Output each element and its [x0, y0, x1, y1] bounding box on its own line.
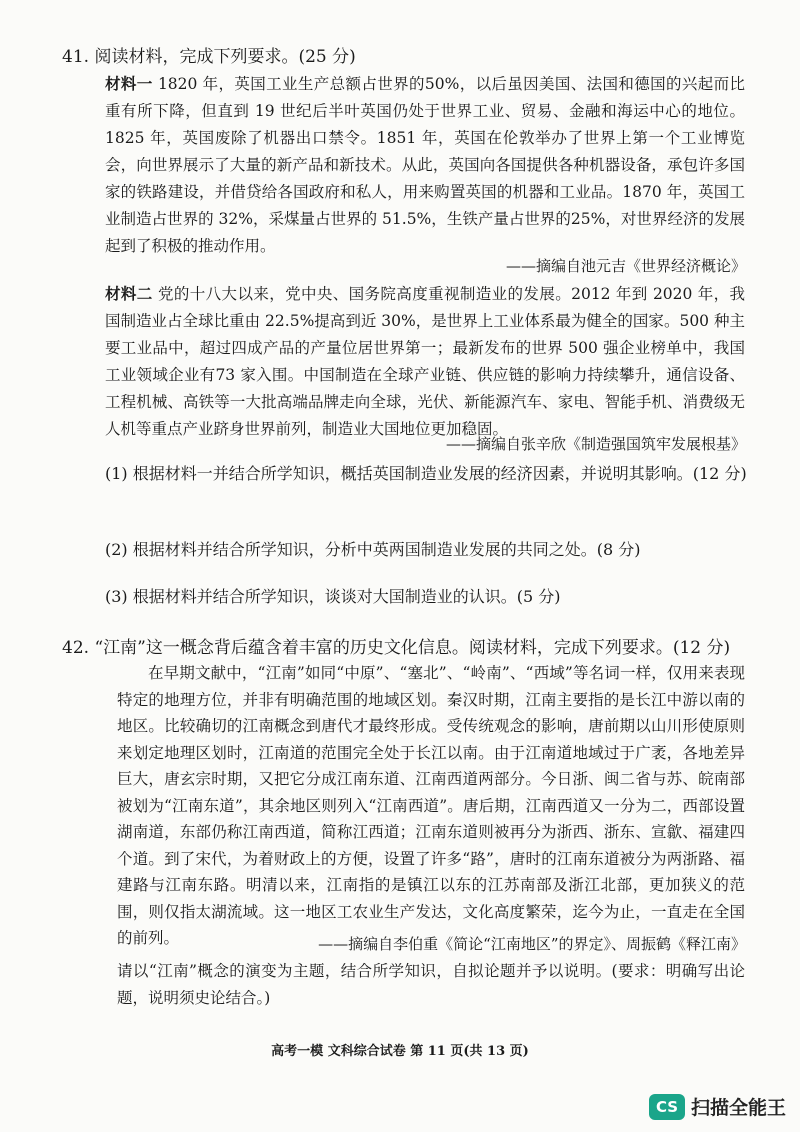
- page-footer: 高考一模 文科综合试卷 第 11 页(共 13 页): [271, 1044, 529, 1059]
- scanner-watermark: [649, 1093, 786, 1120]
- material-two-text: 党的十八大以来，党中央、国务院高度重视制造业的发展。2012 年到 2020 年，我国制造业占全球比重由 22.5%提高到近 30%，是世界上工业体系最为健全的国家。500 种主要工业品中，超过四成产品的产量位居世界第一；最新发布的世界 500 强企业榜单中，我国工业领域企业有73 家入围。中国制造在全球产业链、供应链的影响力持续攀升，通信设备、工程机械、高铁等一大批高端品牌走向全球，光伏、新能源汽车、家电、智能手机、消费级无人机等重点产业跻身世界前列，制造业大国地位更加稳固。: [105, 285, 745, 438]
- q42-source: ——摘编自李伯重《简论“江南地区”的界定》、周振鹤《释江南》: [318, 935, 746, 953]
- q41-material-one: [105, 70, 745, 260]
- q41-subquestion-3: (3) 根据材料并结合所学知识，谈谈对大国制造业的认识。(5 分): [105, 587, 561, 606]
- q42-material: 在早期文献中，“江南”如同“中原”、“塞北”、“岭南”、“西域”等名词一样，仅用来表现特定的地理方位，并非有明确范围的地域区划。秦汉时期，江南主要指的是长江中游以南的地区。比较确切的江南概念到唐代才最终形成。受传统观念的影响，唐前期以山川形使原则来划定地理区划时，江南道的范围完全处于长江以南。由于江南道地域过于广袤，各地差异巨大，唐玄宗时期，又把它分成江南东道、江南西道两部分。今日浙、闽二省与苏、皖南部被划为“江南东道”，其余地区则列入“江南西道”。唐后期，江南西道又一分为二，西部设置湖南道，东部仍称江南西道，简称江西道；江南东道则被再分为浙西、浙东、宣歙、福建四个道。到了宋代，为着财政上的方便，设置了许多“路”，唐时的江南东道被分为两浙路、福建路与江南东路。明清以来，江南指的是镇江以东的江苏南部及浙江北部，更加狭义的范围，则仅指太湖流域。这一地区工农业生产发达，文化高度繁荣，迄今为止，一直走在全国的前列。: [117, 664, 745, 947]
- watermark-label: 扫描全能王: [690, 1097, 786, 1119]
- q42-heading: 42. “江南”这一概念背后蕴含着丰富的历史文化信息。阅读材料，完成下列要求。(12 分): [62, 638, 731, 658]
- q41-material-two: [105, 280, 745, 443]
- material-two-label: 材料二: [105, 284, 153, 303]
- q41-subquestion-1: (1) 根据材料一并结合所学知识，概括英国制造业发展的经济因素，并说明其影响。(12 分): [105, 464, 747, 483]
- q42-task: 请以“江南”概念的演变为主题，结合所学知识，自拟论题并予以说明。(要求：明确写出论题，说明须史论结合。): [117, 962, 745, 1007]
- camscanner-icon: CS: [649, 1094, 685, 1120]
- material-one-text: 1820 年，英国工业生产总额占世界的50%，以后虽因美国、法国和德国的兴起而比重有所下降，但直到 19 世纪后半叶英国仍处于世界工业、贸易、金融和海运中心的地位。1825 年，英国废除了机器出口禁令。1851 年，英国在伦敦举办了世界上第一个工业博览会，向世界展示了大量的新产品和新技术。从此，英国向各国提供各种机器设备，承包许多国家的铁路建设，并借贷给各国政府和私人，用来购置英国的机器和工业品。1870 年，英国工业制造占世界的 32%，采煤量占世界的 51.5%，生铁产量占世界的25%，对世界经济的发展起到了积极的推动作用。: [105, 75, 746, 255]
- q41-heading: 41. 阅读材料，完成下列要求。(25 分): [62, 47, 356, 67]
- q41-subquestion-2: (2) 根据材料并结合所学知识，分析中英两国制造业发展的共同之处。(8 分): [105, 540, 641, 559]
- material-one-source: ——摘编自池元吉《世界经济概论》: [505, 257, 746, 275]
- material-two-source: ——摘编自张辛欣《制造强国筑牢发展根基》: [445, 435, 746, 453]
- material-one-label: 材料一: [105, 74, 153, 93]
